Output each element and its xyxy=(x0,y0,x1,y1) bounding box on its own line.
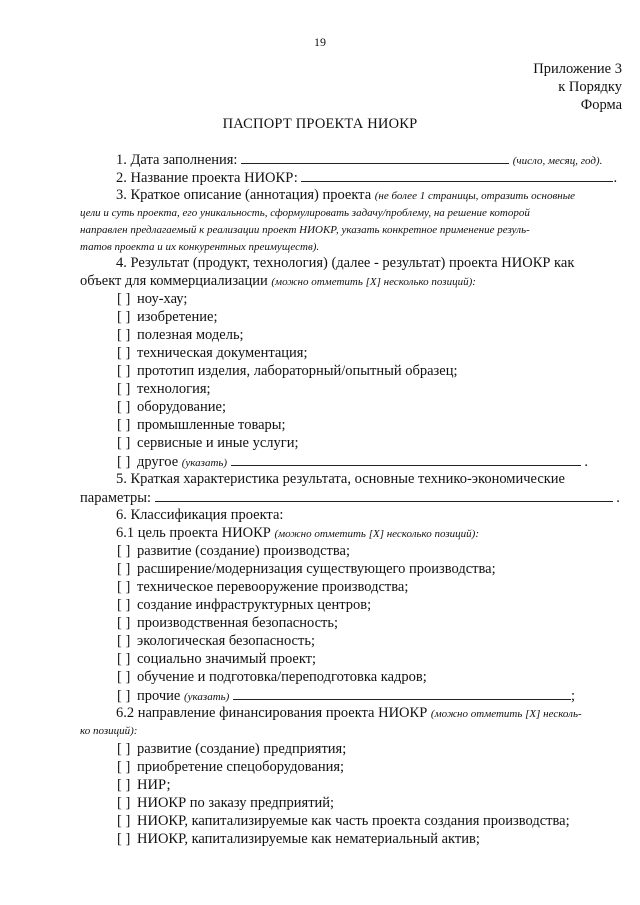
checkbox-item[interactable]: [ ] обучение и подготовка/переподготовка кадров; xyxy=(117,669,427,685)
field-goal: 6.1 цель проекта НИОКР (можно отметить [X] несколько позиций): xyxy=(116,525,480,541)
field-annotation: 3. Краткое описание (аннотация) проекта (не более 1 страницы, отразить основные xyxy=(116,187,576,203)
checkbox[interactable]: [ ] xyxy=(117,309,131,325)
checkbox-item[interactable]: [ ] прототип изделия, лабораторный/опытный образец; xyxy=(117,363,458,379)
checkbox[interactable]: [ ] xyxy=(117,597,131,613)
checkbox[interactable]: [ ] xyxy=(117,688,131,704)
checkbox[interactable]: [ ] xyxy=(117,615,131,631)
other-goal-line[interactable] xyxy=(233,686,571,700)
appendix-label: Приложение 3 xyxy=(533,61,622,77)
form-label: Форма xyxy=(580,97,622,113)
checkbox[interactable]: [ ] xyxy=(117,435,131,451)
checkbox-item[interactable]: [ ] производственная безопасность; xyxy=(117,615,339,631)
funding-hint-cont: ко позиций): xyxy=(80,725,138,737)
checkbox[interactable]: [ ] xyxy=(117,669,131,685)
checkbox[interactable]: [ ] xyxy=(117,381,131,397)
annotation-hint-2: цели и суть проекта, его уникальность, сформулировать задачу/проблему, на решение которой xyxy=(80,207,530,219)
checkbox-item[interactable]: [ ] создание инфраструктурных центров; xyxy=(117,597,372,613)
checkbox-item-other[interactable]: [ ] прочие (указать) ; xyxy=(117,688,575,704)
checkbox-item[interactable]: [ ] НИОКР, капитализируемые как нематериальный актив; xyxy=(117,831,480,847)
other-result-line[interactable] xyxy=(231,452,581,466)
checkbox[interactable]: [ ] xyxy=(117,795,131,811)
page-number: 19 xyxy=(314,35,326,49)
checkbox-item-other[interactable]: [ ] другое (указать) . xyxy=(117,454,588,470)
checkbox-item[interactable]: [ ] оборудование; xyxy=(117,399,226,415)
checkbox-item[interactable]: [ ] технология; xyxy=(117,381,211,397)
field-characteristics: 5. Краткая характеристика результата, основные технико-экономические xyxy=(116,471,565,487)
checkbox-item[interactable]: [ ] НИР; xyxy=(117,777,171,793)
checkbox[interactable]: [ ] xyxy=(117,633,131,649)
checkbox-item[interactable]: [ ] экологическая безопасность; xyxy=(117,633,315,649)
checkbox-item[interactable]: [ ] техническая документация; xyxy=(117,345,308,361)
field-funding-direction: 6.2 направление финансирования проекта НИОКР (можно отметить [X] несколь- xyxy=(116,705,582,721)
order-reference: к Порядку xyxy=(558,79,622,95)
checkbox[interactable]: [ ] xyxy=(117,327,131,343)
checkbox-item[interactable]: [ ] НИОКР, капитализируемые как часть проекта создания производства; xyxy=(117,813,570,829)
checkbox[interactable]: [ ] xyxy=(117,831,131,847)
checkbox-item[interactable]: [ ] приобретение спецоборудования; xyxy=(117,759,345,775)
annotation-hint-3: направлен предлагаемый к реализации проект НИОКР, указать конкретное применение резуль- xyxy=(80,224,530,236)
checkbox[interactable]: [ ] xyxy=(117,579,131,595)
checkbox[interactable]: [ ] xyxy=(117,399,131,415)
field-project-name: 2. Название проекта НИОКР: . xyxy=(116,170,618,186)
field-fill-date: 1. Дата заполнения: (число, месяц, год). xyxy=(116,152,603,168)
checkbox[interactable]: [ ] xyxy=(117,813,131,829)
checkbox-item[interactable]: [ ] техническое перевооружение производства; xyxy=(117,579,409,595)
checkbox-item[interactable]: [ ] изобретение; xyxy=(117,309,218,325)
project-name-line[interactable] xyxy=(301,168,613,182)
checkbox[interactable]: [ ] xyxy=(117,345,131,361)
checkbox[interactable]: [ ] xyxy=(117,417,131,433)
fill-date-line[interactable] xyxy=(241,150,509,164)
parameters-line[interactable] xyxy=(155,488,613,502)
checkbox-item[interactable]: [ ] сервисные и иные услуги; xyxy=(117,435,299,451)
checkbox[interactable]: [ ] xyxy=(117,291,131,307)
checkbox[interactable]: [ ] xyxy=(117,543,131,559)
checkbox[interactable]: [ ] xyxy=(117,454,131,470)
field-result-cont: объект для коммерциализации (можно отметить [X] несколько позиций): xyxy=(80,273,476,289)
checkbox[interactable]: [ ] xyxy=(117,759,131,775)
checkbox[interactable]: [ ] xyxy=(117,777,131,793)
checkbox-item[interactable]: [ ] развитие (создание) предприятия; xyxy=(117,741,347,757)
checkbox-item[interactable]: [ ] полезная модель; xyxy=(117,327,244,343)
checkbox[interactable]: [ ] xyxy=(117,363,131,379)
checkbox[interactable]: [ ] xyxy=(117,561,131,577)
checkbox-item[interactable]: [ ] социально значимый проект; xyxy=(117,651,317,667)
field-classification: 6. Классификация проекта: xyxy=(116,507,284,523)
checkbox-item[interactable]: [ ] ноу-хау; xyxy=(117,291,188,307)
checkbox-item[interactable]: [ ] развитие (создание) производства; xyxy=(117,543,350,559)
checkbox[interactable]: [ ] xyxy=(117,741,131,757)
checkbox-item[interactable]: [ ] расширение/модернизация существующего производства; xyxy=(117,561,496,577)
field-result: 4. Результат (продукт, технология) (далее - результат) проекта НИОКР как xyxy=(116,255,575,271)
document-title: ПАСПОРТ ПРОЕКТА НИОКР xyxy=(222,116,418,132)
checkbox-item[interactable]: [ ] НИОКР по заказу предприятий; xyxy=(117,795,335,811)
checkbox-item[interactable]: [ ] промышленные товары; xyxy=(117,417,286,433)
annotation-hint-4: татов проекта и их конкурентных преимуществ). xyxy=(80,241,320,253)
checkbox[interactable]: [ ] xyxy=(117,651,131,667)
field-characteristics-cont: параметры: . xyxy=(80,490,620,506)
